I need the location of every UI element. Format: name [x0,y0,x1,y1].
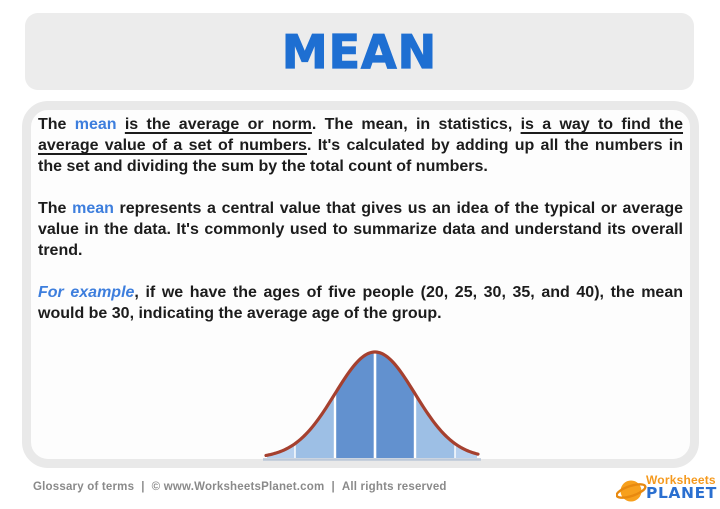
footer-rights: All rights reserved [341,481,447,493]
footer-copyright: © www.WorksheetsPlanet.com [151,481,325,493]
header-banner [25,13,694,90]
logo-word-planet: PLANET [646,484,717,502]
footer-separator: | [331,481,335,493]
text-segment: The [38,116,75,133]
text-segment: The [38,200,73,217]
mean-term-highlight: mean [72,200,114,217]
text-segment: , if we have the ages of five people (20, 25, 30, 35, and 40), the mean would be 30, indicating the average age of the group. [38,284,683,322]
bell-curve-figure [263,346,481,464]
text-segment: represents a central value that gives us an idea of the typical or average value in the data. It's commonly used to summarize data and understand its overall trend. [38,200,684,259]
footer-glossary: Glossary of terms [33,481,135,493]
paragraph-3 [38,282,683,324]
planet-icon [616,475,648,507]
text-segment: . It's calculated by adding up all the numbers in the set and dividing the sum by the total count of numbers. [38,137,684,175]
normal-distribution-icon [263,346,481,464]
worksheets-planet-logo [616,474,716,506]
logo-word-worksheets: Worksheets [646,473,716,487]
underlined-phrase: is a way to find the average value of a set of numbers [38,116,684,154]
definition-text [38,114,683,345]
paragraph-1 [38,114,683,177]
for-example-lead: For example [38,284,135,301]
underlined-phrase: is the average or norm [124,116,312,133]
page-title: MEAN [281,24,438,79]
text-segment: . The mean, in statistics, [311,116,521,133]
footer-text [33,481,447,493]
mean-term-highlight: mean [74,116,117,133]
paragraph-2 [38,198,683,261]
footer-separator: | [141,481,145,493]
text-segment [117,116,125,133]
